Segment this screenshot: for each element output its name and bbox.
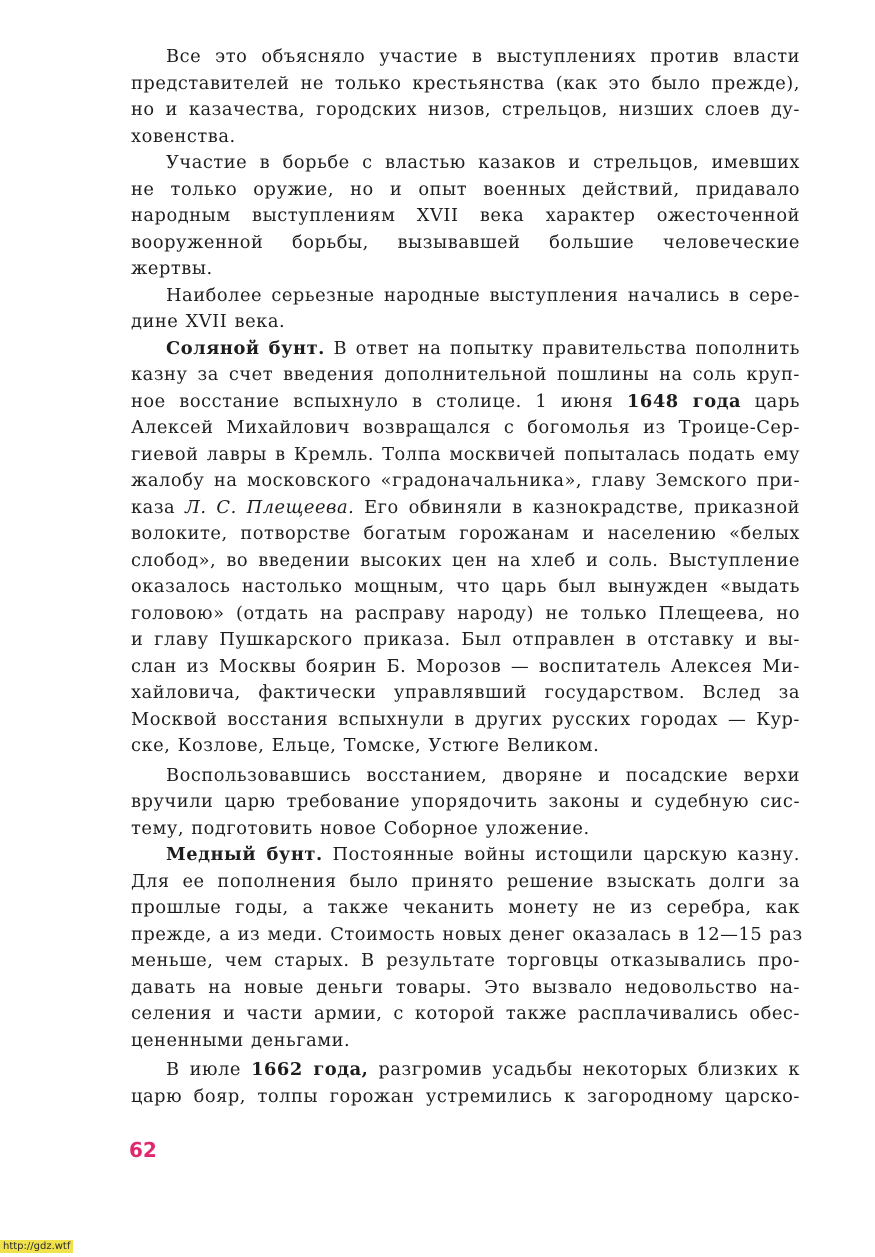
text-line: и главу Пушкарского приказа. Был отправлен в отставку и вы-: [131, 629, 800, 650]
text-line: Москвой восстания вспыхнули в других русских городах — Кур-: [131, 708, 800, 730]
paragraph-salt-riot: [131, 336, 800, 760]
paragraph-council-code: [131, 763, 800, 843]
section-heading-salt-riot: Соляной бунт.: [166, 337, 325, 359]
paragraph-armed-struggle: [131, 150, 800, 283]
text-line: казну за счет введения дополнительной пошлины на соль круп-: [131, 364, 800, 385]
paragraph-participation: [131, 44, 800, 150]
text-line: [131, 495, 800, 522]
paragraph-july-1662: [131, 1057, 800, 1110]
text-fragment: разгромив усадьбы некоторых близких к: [368, 1059, 801, 1080]
text-line: народным выступлениям XVII века характер ожесточенной: [131, 205, 800, 226]
text-line: головою» (отдать на расправу народу) не только Плещеева, но: [131, 602, 800, 624]
text-line: Все это объясняло участие в выступлениях против власти: [166, 46, 800, 67]
text-line: ске, Козлове, Ельце, Томске, Устюге Великом.: [131, 735, 600, 756]
text-line: [131, 1057, 800, 1084]
text-line: давать на новые деньги товары. Это вызвало недовольство на-: [131, 976, 800, 998]
text-line: слобод», во введении высоких цен на хлеб и соль. Выступление: [131, 549, 800, 571]
date-highlight: 1662 года,: [251, 1059, 369, 1080]
text-line: не только оружие, но и опыт военных действий, придавало: [131, 178, 800, 200]
text-line: слан из Москвы боярин Б. Морозов — воспитатель Алексея Ми-: [131, 655, 800, 677]
text-line: Участие в борьбе с властью казаков и стрельцов, имевших: [166, 152, 800, 173]
text-fragment: В ответ на попытку правительства пополнить: [324, 337, 800, 359]
text-fragment: каза: [131, 496, 186, 518]
site-link[interactable]: http://gdz.wtf: [0, 1240, 73, 1253]
text-line: ховенства.: [131, 125, 236, 147]
text-line: Для ее пополнения было принято решение взыскать долги за: [131, 870, 800, 892]
text-line: гиевой лавры в Кремль. Толпа москвичей попыталась подать ему: [131, 443, 800, 465]
text-fragment: царь: [741, 390, 800, 412]
text-fragment: В июле: [166, 1059, 252, 1080]
text-line: оказалось настолько мощным, что царь был вынужден «выдать: [131, 576, 800, 597]
text-fragment: ное восстание вспыхнуло в столице. 1 июня: [131, 390, 627, 412]
text-line: [131, 336, 800, 363]
text-line: хайловича, фактически управлявший государством. Вслед за: [131, 682, 800, 703]
text-line: представителей не только крестьянства (как это было прежде),: [131, 72, 800, 94]
text-fragment: Его обвиняли в казнокрадстве, приказной: [354, 496, 800, 518]
text-line: Наиболее серьезные народные выступления начались в сере-: [166, 284, 800, 306]
text-line: прежде, а из меди. Стоимость новых денег оказалась в 12—15 раз: [131, 923, 803, 945]
date-highlight: 1648 года: [626, 390, 742, 412]
text-line: волоките, потворстве богатым горожанам и населению «белых: [131, 523, 800, 544]
text-line: тему, подготовить новое Соборное уложение.: [131, 817, 590, 839]
text-line: царю бояр, толпы горожан устремились к загородному царско-: [131, 1085, 800, 1107]
text-line: но и казачества, городских низов, стрельцов, низших слоев ду-: [131, 99, 800, 120]
section-heading-copper-riot: Медный бунт.: [166, 844, 323, 865]
text-line: [131, 842, 800, 869]
text-line: [131, 389, 800, 416]
text-line: селения и части армии, с которой также расплачивались обес-: [131, 1003, 800, 1024]
text-line: цененными деньгами.: [131, 1029, 351, 1051]
text-line: меньше, чем старых. В результате торговцы отказывались про-: [131, 950, 800, 971]
paragraph-copper-riot: [131, 842, 803, 1054]
text-line: прошлые годы, а также чеканить монету не из серебра, как: [131, 897, 800, 918]
page-number: 62: [129, 1138, 157, 1162]
text-line: жалобу на московского «градоначальника», главу Земского при-: [131, 470, 800, 491]
text-line: вооруженной борьбы, вызывавшей большие человеческие: [131, 231, 800, 253]
text-line: жертвы.: [131, 258, 213, 279]
text-line: Воспользовавшись восстанием, дворяне и посадские верхи: [166, 764, 800, 786]
text-line: Алексей Михайлович возвращался с богомолья из Троице-Сер-: [131, 417, 800, 438]
textbook-page-body: [131, 44, 803, 1110]
text-fragment: Постоянные войны истощили царскую казну.: [322, 844, 800, 865]
text-line: дине XVII века.: [131, 311, 286, 332]
text-line: вручили царю требование упорядочить законы и судебную сис-: [131, 791, 800, 812]
person-name-italic: Л. С. Плещеева.: [185, 496, 355, 518]
paragraph-mid-century: [131, 283, 800, 336]
